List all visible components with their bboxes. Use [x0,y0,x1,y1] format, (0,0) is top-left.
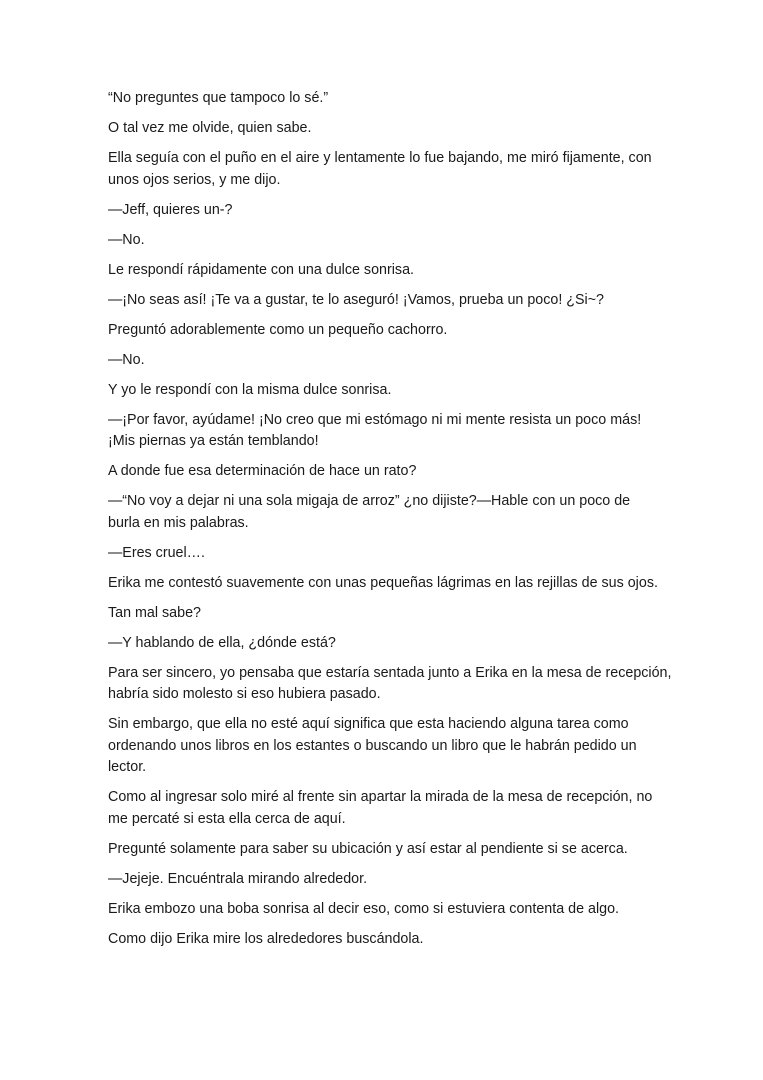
paragraph [108,787,664,830]
text-line: —No. [108,231,145,248]
text-line: —¡No seas así! ¡Te va a gustar, te lo aseguró! ¡Vamos, prueba un poco! ¿Si~? [108,291,605,308]
text-line: —¡Por favor, ayúdame! ¡No creo que mi estómago ni mi mente resista un poco más! [108,411,642,428]
paragraph [108,88,664,110]
text-line: —Eres cruel…. [108,544,205,561]
paragraph [108,461,664,483]
text-line: —Jejeje. Encuéntrala mirando alrededor. [108,870,368,887]
paragraph [108,410,664,453]
text-line: Sin embargo, que ella no esté aquí significa que esta haciendo alguna tarea como [108,716,629,732]
text-line: lector. [108,759,147,775]
text-line: unos ojos serios, y me dijo. [108,171,281,188]
text-line: —No. [108,351,145,368]
text-line: —Y hablando de ella, ¿dónde está? [108,634,336,651]
text-line: me percaté si esta ella cerca de aquí. [108,810,346,827]
paragraph [108,839,664,861]
paragraph [108,380,664,402]
paragraph [108,260,664,282]
paragraph [108,320,664,342]
text-line: —“No voy a dejar ni una sola migaja de arroz” ¿no dijiste?—Hable con un poco de [108,493,631,509]
text-line: ¡Mis piernas ya están temblando! [108,433,319,449]
text-line: Ella seguía con el puño en el aire y lentamente lo fue bajando, me miró fijamente, con [108,150,652,166]
paragraph [108,899,664,921]
text-line: Como dijo Erika mire los alrededores buscándola. [108,930,424,947]
text-line: burla en mis palabras. [108,514,249,531]
document-body [108,88,672,959]
paragraph [108,869,664,891]
paragraph [108,633,664,655]
text-line: —Jeff, quieres un-? [108,201,233,218]
paragraph [108,573,664,595]
text-line: Y yo le respondí con la misma dulce sonrisa. [108,381,392,398]
paragraph [108,290,664,312]
paragraph [108,543,664,565]
paragraph [108,230,664,252]
text-line: ordenando unos libros en los estantes o buscando un libro que le habrán pedido un [108,737,637,754]
paragraph [108,491,664,534]
text-line: Para ser sincero, yo pensaba que estaría sentada junto a Erika en la mesa de recepción, [108,664,672,681]
text-line: O tal vez me olvide, quien sabe. [108,120,312,136]
text-line: Erika me contestó suavemente con unas pequeñas lágrimas en las rejillas de sus ojos. [108,574,658,591]
text-line: Pregunté solamente para saber su ubicación y así estar al pendiente si se acerca. [108,840,628,857]
text-line: habría sido molesto si eso hubiera pasado. [108,686,381,702]
paragraph [108,663,672,706]
paragraph [108,929,664,951]
paragraph [108,148,664,191]
paragraph [108,118,664,140]
paragraph [108,714,664,779]
text-line: Preguntó adorablemente como un pequeño cachorro. [108,321,448,338]
paragraph [108,350,664,372]
text-line: “No preguntes que tampoco lo sé.” [108,90,329,106]
text-line: Le respondí rápidamente con una dulce sonrisa. [108,261,414,278]
text-line: Erika embozo una boba sonrisa al decir eso, como si estuviera contenta de algo. [108,900,620,917]
paragraph [108,603,664,625]
text-line: Como al ingresar solo miré al frente sin apartar la mirada de la mesa de recepción, no [108,789,653,805]
text-line: Tan mal sabe? [108,604,201,621]
text-line: A donde fue esa determinación de hace un rato? [108,463,417,479]
paragraph [108,200,664,222]
